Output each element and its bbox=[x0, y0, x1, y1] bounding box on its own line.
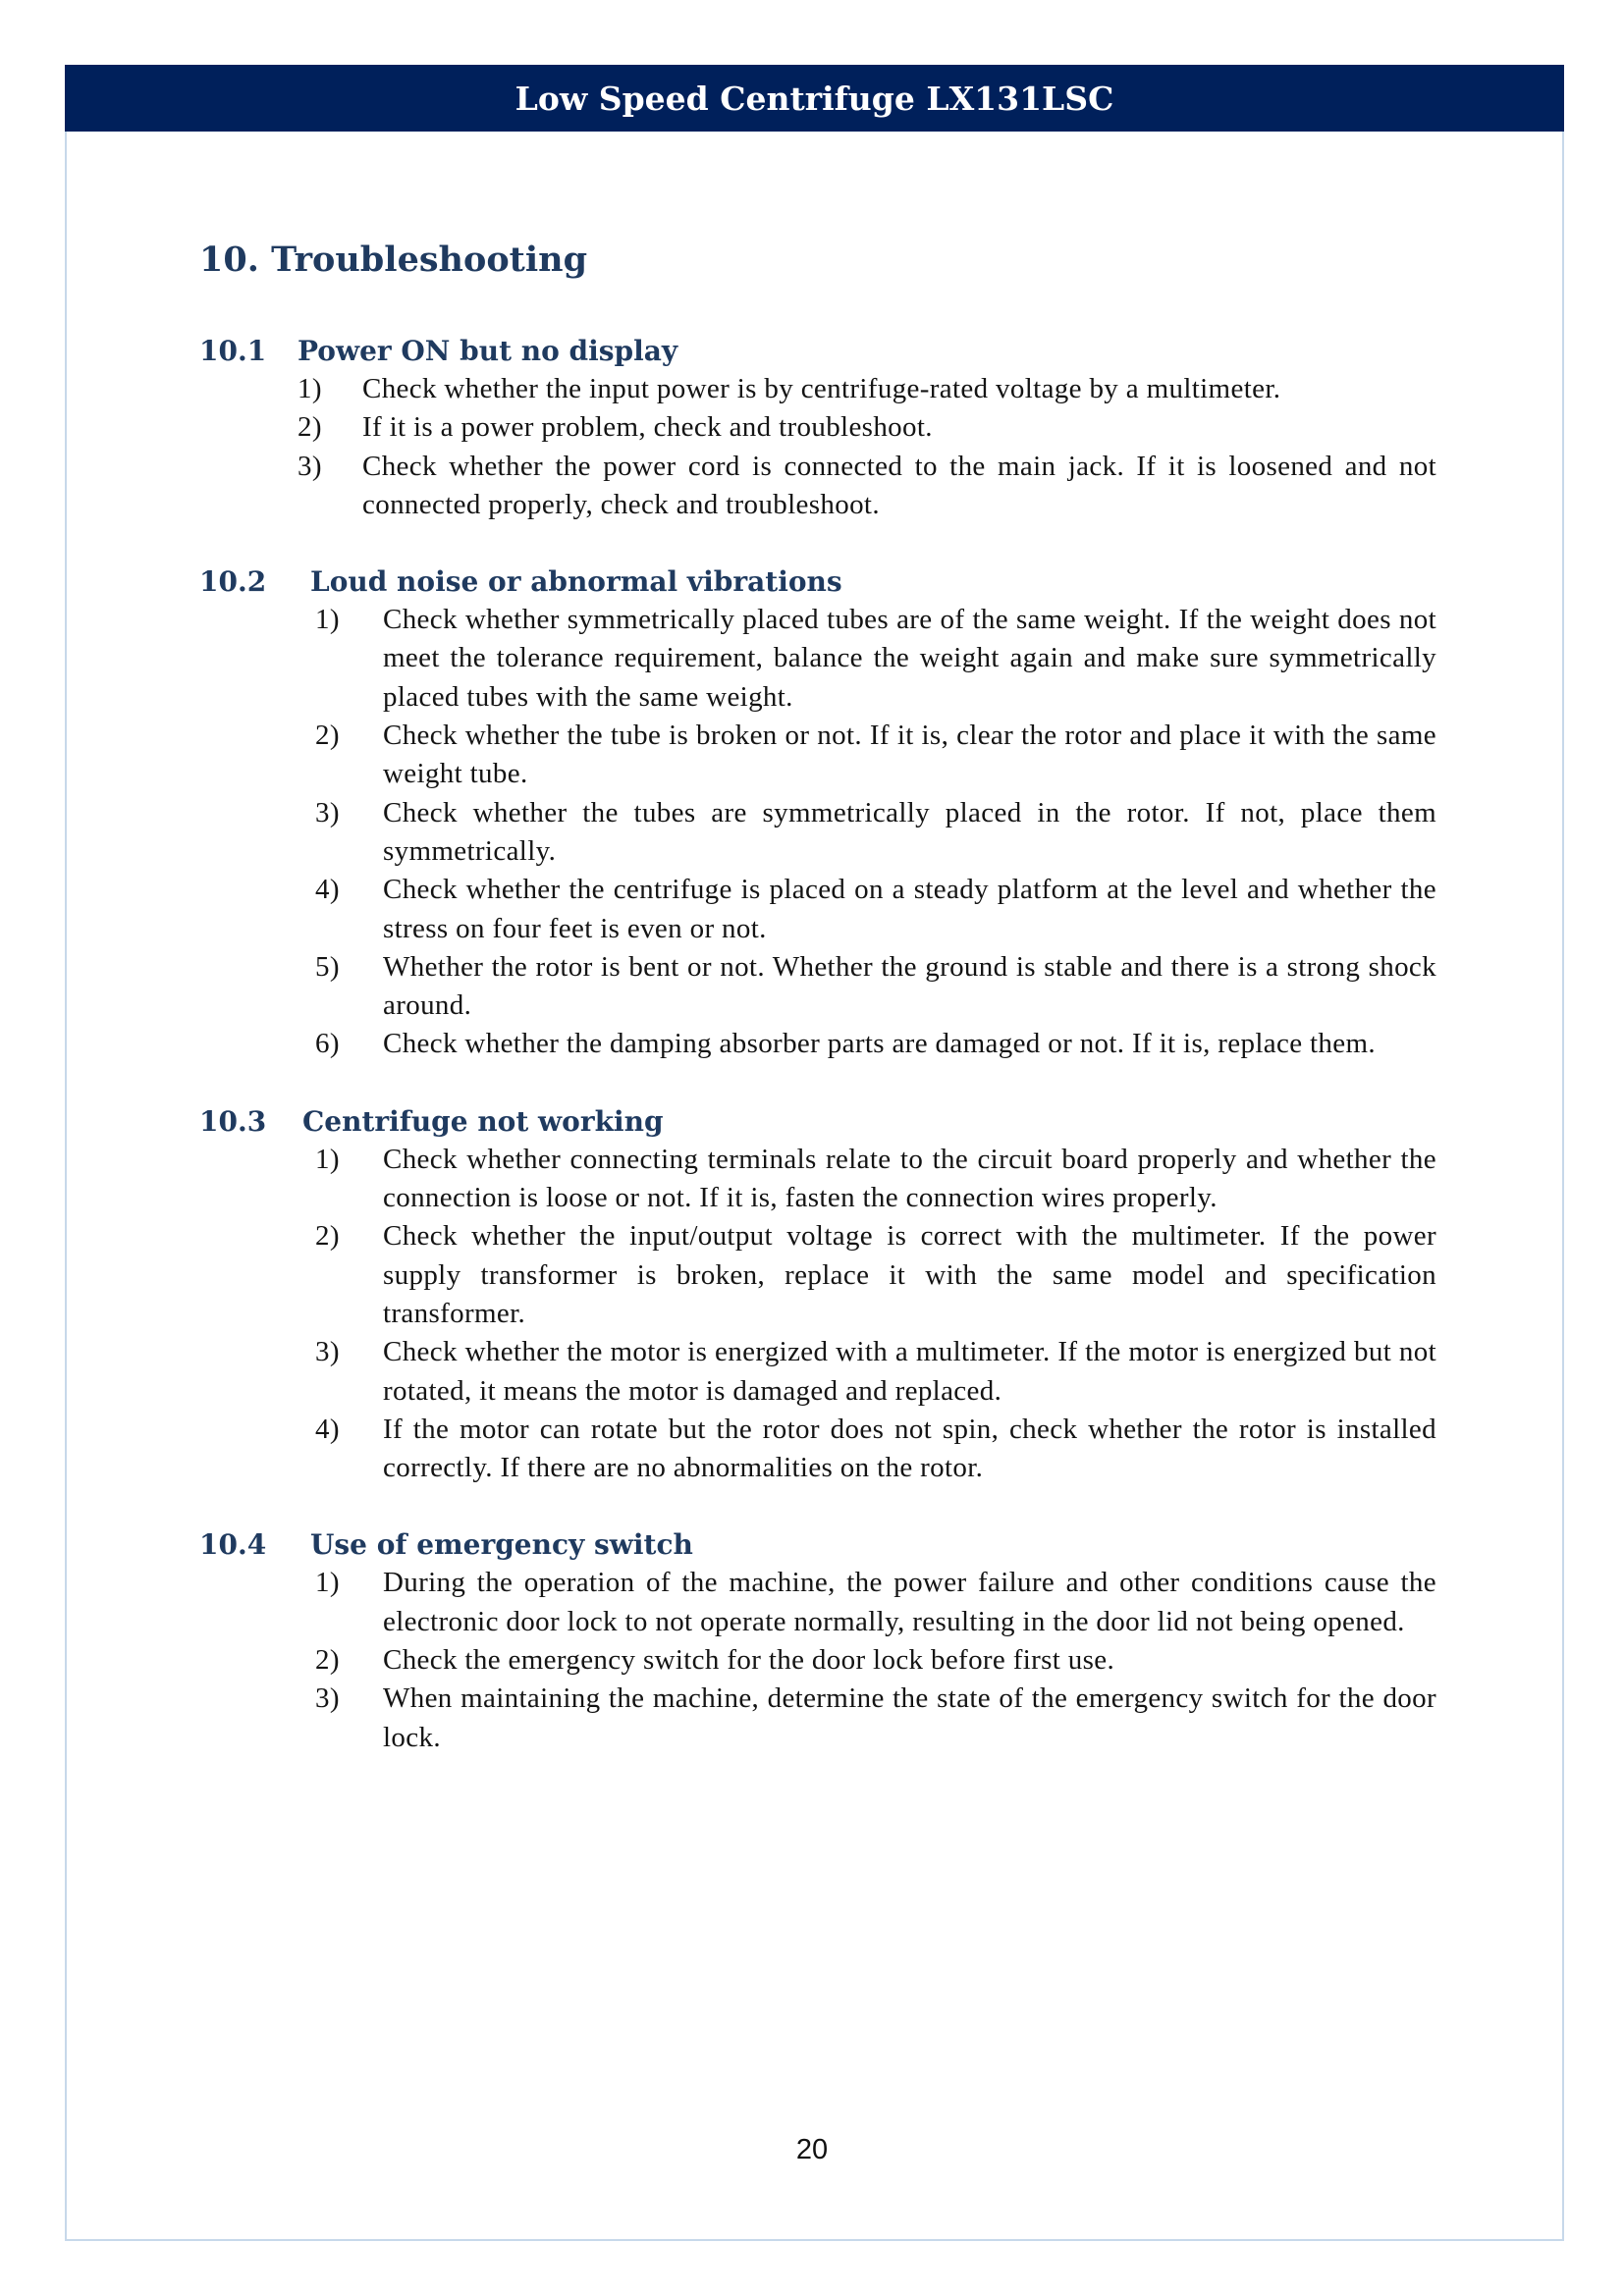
item-number: 1) bbox=[315, 604, 340, 636]
item-number: 3) bbox=[315, 796, 340, 828]
list-item bbox=[315, 794, 1436, 872]
list-item bbox=[315, 717, 1436, 794]
document-header bbox=[65, 65, 1564, 132]
troubleshooting-steps bbox=[199, 1141, 1436, 1488]
item-number: 3) bbox=[315, 1336, 340, 1368]
section-title: Use of emergency switch bbox=[310, 1528, 693, 1562]
item-number: 5) bbox=[315, 950, 340, 983]
item-text: Check the emergency switch for the door lock before first use. bbox=[383, 1644, 1115, 1677]
item-text: Check whether the motor is energized with a multimeter. If the motor is energized but not rotated, it means the motor is damaged and replaced. bbox=[383, 1336, 1436, 1407]
troubleshooting-steps bbox=[199, 1564, 1436, 1756]
item-text: Check whether the input/output voltage is correct with the multimeter. If the power supply transformer is broken, replace it with the same model and specification transformer. bbox=[383, 1220, 1436, 1329]
section-emergency-switch bbox=[199, 1525, 1436, 1756]
section-title: Centrifuge not working bbox=[302, 1104, 664, 1138]
list-item bbox=[315, 1025, 1436, 1063]
item-text: If it is a power problem, check and troubleshoot. bbox=[362, 411, 933, 444]
chapter-title: 10. Troubleshooting bbox=[199, 240, 588, 280]
item-text: Check whether symmetrically placed tubes are of the same weight. If the weight does not meet the tolerance requirement, balance the weight again and make sure symmetrically placed tubes with the same weight. bbox=[383, 604, 1436, 713]
section-heading bbox=[199, 332, 1436, 370]
list-item bbox=[315, 1217, 1436, 1333]
item-number: 6) bbox=[315, 1028, 340, 1060]
list-item bbox=[315, 948, 1436, 1026]
item-text: If the motor can rotate but the rotor does not spin, check whether the rotor is installed correctly. If there are no abnormalities on the rotor. bbox=[383, 1413, 1436, 1484]
item-text: During the operation of the machine, the power failure and other conditions cause the electronic door lock to not operate normally, resulting in the door lid not being opened. bbox=[383, 1567, 1436, 1637]
section-number: 10.2 bbox=[199, 565, 267, 599]
item-text: Check whether the tube is broken or not. If it is, clear the rotor and place it with the same weight tube. bbox=[383, 720, 1436, 790]
list-item bbox=[298, 370, 1436, 408]
section-power-on-no-display bbox=[199, 332, 1436, 524]
list-item bbox=[315, 1141, 1436, 1218]
list-item bbox=[315, 1411, 1436, 1488]
item-number: 2) bbox=[315, 1644, 340, 1677]
section-title: Power ON but no display bbox=[298, 335, 678, 367]
item-number: 3) bbox=[298, 450, 322, 482]
section-number: 10.3 bbox=[199, 1104, 267, 1138]
item-number: 2) bbox=[315, 1220, 340, 1253]
item-number: 2) bbox=[315, 720, 340, 752]
main-content bbox=[199, 228, 1436, 1795]
item-text: Whether the rotor is bent or not. Whether the ground is stable and there is a strong shock around. bbox=[383, 950, 1436, 1022]
section-heading bbox=[199, 1102, 1436, 1141]
section-centrifuge-not-working bbox=[199, 1102, 1436, 1488]
list-item bbox=[298, 448, 1436, 525]
list-item bbox=[315, 1641, 1436, 1680]
troubleshooting-steps bbox=[199, 370, 1436, 524]
item-text: Check whether the damping absorber parts are damaged or not. If it is, replace them. bbox=[383, 1028, 1377, 1060]
item-number: 2) bbox=[298, 411, 322, 444]
item-number: 4) bbox=[315, 874, 340, 906]
item-number: 4) bbox=[315, 1413, 340, 1445]
list-item bbox=[315, 1680, 1436, 1757]
section-loud-noise-vibrations bbox=[199, 562, 1436, 1064]
troubleshooting-steps bbox=[199, 601, 1436, 1064]
list-item bbox=[315, 1333, 1436, 1411]
item-text: Check whether connecting terminals relate to the circuit board properly and whether the connection is loose or not. If it is, fasten the connection wires properly. bbox=[383, 1143, 1436, 1214]
section-heading bbox=[199, 1525, 1436, 1564]
section-number: 10.1 bbox=[199, 335, 267, 367]
item-text: Check whether the input power is by centrifuge-rated voltage by a multimeter. bbox=[362, 373, 1281, 404]
item-number: 3) bbox=[315, 1682, 340, 1715]
section-heading bbox=[199, 562, 1436, 601]
section-number: 10.4 bbox=[199, 1528, 267, 1562]
document-title: Low Speed Centrifuge LX131LSC bbox=[514, 79, 1114, 118]
list-item bbox=[315, 601, 1436, 717]
item-number: 1) bbox=[298, 373, 322, 404]
item-number: 1) bbox=[315, 1143, 340, 1175]
list-item bbox=[315, 1564, 1436, 1641]
page-number: 20 bbox=[795, 2134, 829, 2165]
item-text: Check whether the power cord is connected to the main jack. If it is loosened and not connected properly, check and troubleshoot. bbox=[362, 450, 1436, 520]
item-text: When maintaining the machine, determine the state of the emergency switch for the door lock. bbox=[383, 1682, 1436, 1753]
section-title: Loud noise or abnormal vibrations bbox=[310, 565, 842, 599]
item-text: Check whether the centrifuge is placed on a steady platform at the level and whether the stress on four feet is even or not. bbox=[383, 874, 1436, 944]
item-text: Check whether the tubes are symmetrically placed in the rotor. If not, place them symmetrically. bbox=[383, 796, 1436, 867]
list-item bbox=[315, 871, 1436, 948]
item-number: 1) bbox=[315, 1567, 340, 1599]
list-item bbox=[298, 408, 1436, 447]
